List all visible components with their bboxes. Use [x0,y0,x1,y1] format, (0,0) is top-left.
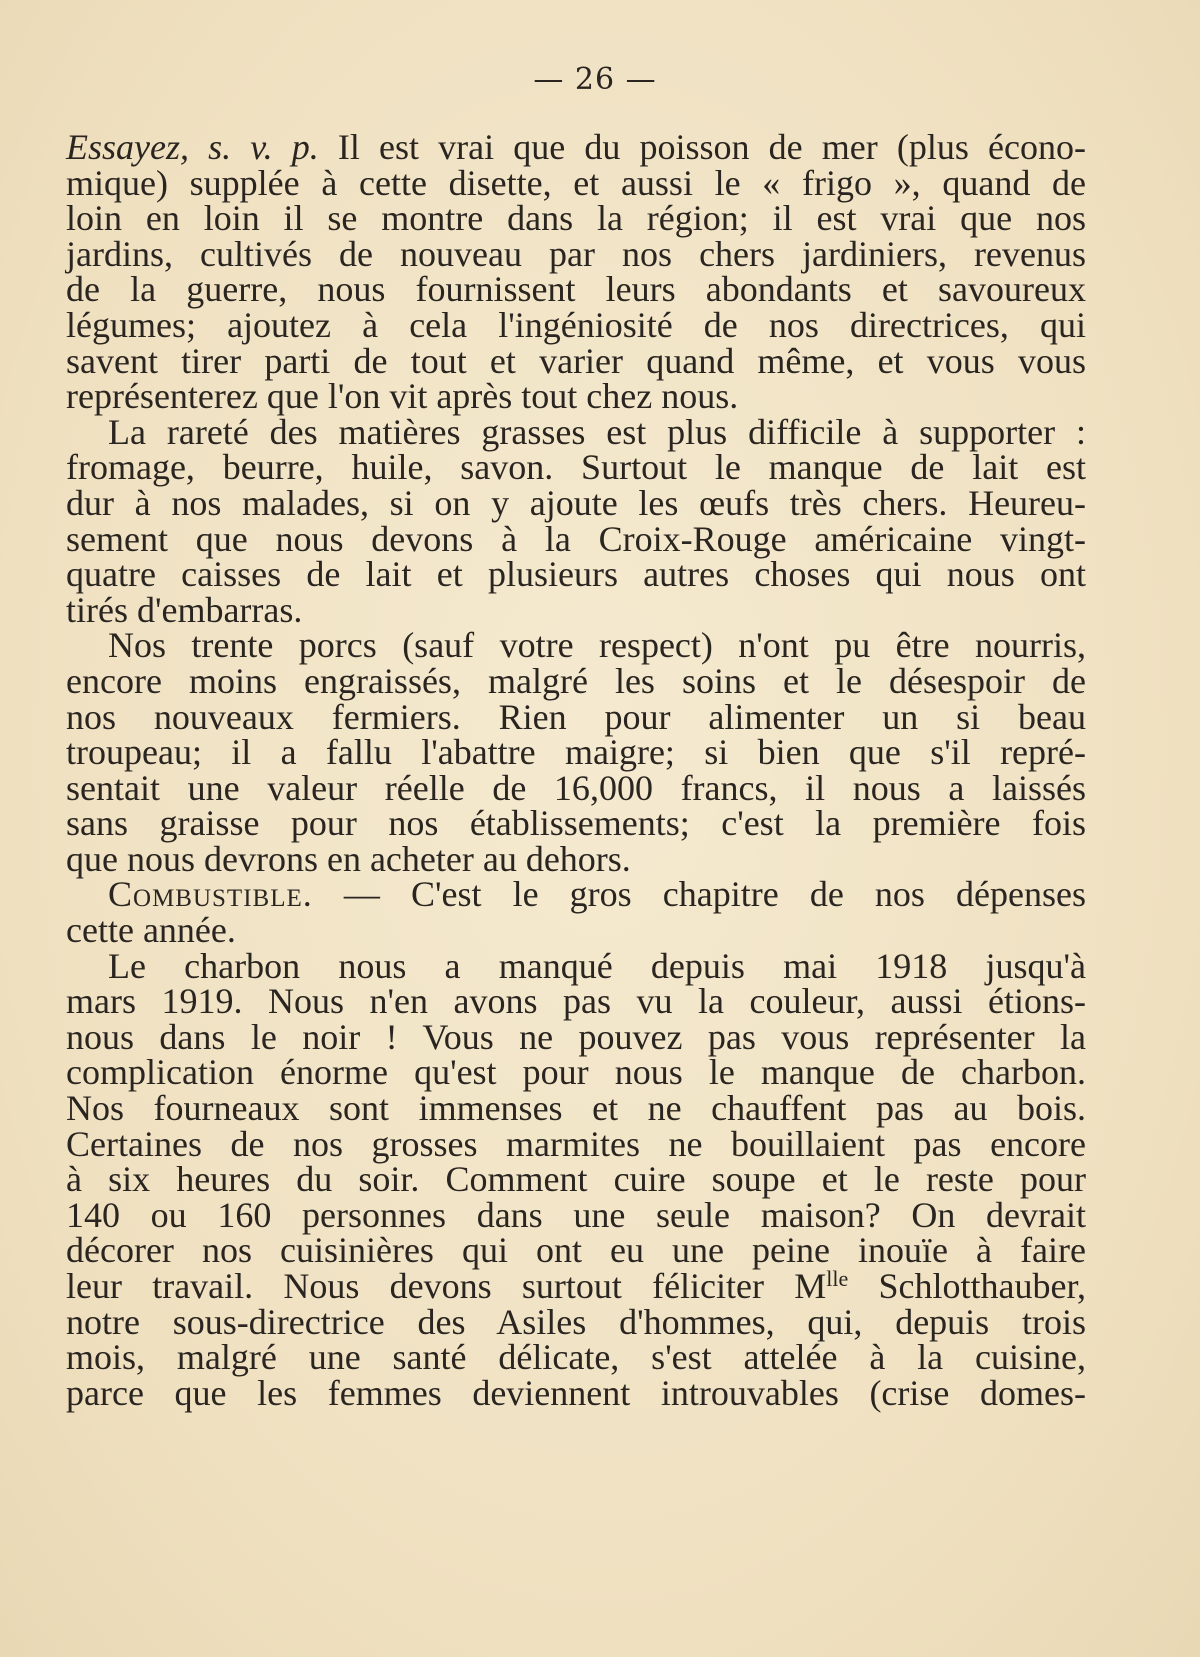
text-line [66,1266,1086,1306]
text-line [66,340,1086,381]
text-line [66,1194,1086,1235]
text-fragment: complication énorme qu'est pour nous le manque de charbon. [66,1052,1086,1093]
text-fragment: que nous devrons en acheter au dehors. [66,838,631,879]
superscript: lle [826,1266,849,1291]
text-line [66,127,1087,167]
text-line [66,660,1086,701]
text-line [66,1372,1086,1413]
text-fragment: tirés d'embarras. [66,589,303,630]
text-fragment: Certaines de nos grosses marmites ne bouillaient pas encore [66,1123,1086,1164]
text-fragment: notre sous-directrice des Asiles d'hommes, qui, depuis trois [66,1301,1086,1342]
text-fragment: encore moins engraissés, malgré les soins et le désespoir de [66,660,1086,701]
text-line [66,447,1086,488]
text-fragment: fromage, beurre, huile, savon. Surtout le manque de lait est [66,447,1086,488]
text-line [66,1159,1086,1200]
text-line [66,1301,1086,1342]
text-line [66,1052,1086,1093]
text-line [66,981,1086,1022]
text-line [66,198,1086,239]
text-fragment: Il est vrai que du poisson de mer (plus écono- [318,127,1087,167]
text-fragment: — C'est le gros chapitre de nos dépenses [312,874,1086,915]
text-line [66,304,1086,345]
text-line [66,518,1086,559]
text-line [66,162,1086,203]
text-line [66,233,1086,274]
text-line [66,554,1086,595]
text-fragment: nos nouveaux fermiers. Rien pour alimenter un si beau [66,696,1086,737]
text-fragment: sans graisse pour nos établissements; c'est la première fois [66,803,1086,844]
text-line [66,803,1086,844]
page-number: — 26 — [533,62,657,97]
text-fragment: sentait une valeur réelle de 16,000 francs, il nous a laissés [66,767,1086,808]
text-line [66,269,1086,310]
text-line [66,482,1086,523]
text-fragment: La rareté des matières grasses est plus difficile à supporter : [108,411,1086,452]
text-fragment: nous dans le noir ! Vous ne pouvez pas vous représenter la [66,1016,1086,1057]
text-fragment: Schlotthauber, [848,1266,1086,1306]
text-fragment: Nos trente porcs (sauf votre respect) n'ont pu être nourris, [108,625,1086,666]
section-heading: Combustible. [108,874,313,915]
text-fragment: 140 ou 160 personnes dans une seule maison? On devrait [66,1194,1086,1235]
text-line [66,411,1086,452]
text-line [66,696,1086,737]
text-fragment: leur travail. Nous devons surtout féliciter M [66,1266,827,1306]
text-line [66,1123,1086,1164]
text-fragment: mois, malgré une santé délicate, s'est attelée à la cuisine, [66,1337,1086,1378]
text-line [66,874,1086,915]
text-line [66,910,1086,951]
text-fragment: sement que nous devons à la Croix-Rouge américaine vingt- [66,518,1086,559]
text-fragment: jardins, cultivés de nouveau par nos chers jardiniers, revenus [66,233,1086,274]
text-fragment: quatre caisses de lait et plusieurs autres choses qui nous ont [66,554,1086,595]
text-line [66,767,1086,808]
text-fragment: représenterez que l'on vit après tout chez nous. [66,376,739,417]
italic-phrase: Essayez, s. v. p. [66,127,319,167]
text-line [66,1088,1086,1129]
text-line [66,625,1086,666]
text-fragment: loin en loin il se montre dans la région; il est vrai que nos [66,198,1086,239]
text-fragment: cette année. [66,910,236,951]
text-fragment: troupeau; il a fallu l'abattre maigre; si bien que s'il repré- [66,732,1086,773]
text-fragment: à six heures du soir. Comment cuire soupe et le reste pour [66,1159,1086,1200]
text-line [66,589,1086,630]
text-fragment: mique) supplée à cette disette, et aussi le « frigo », quand de [66,162,1086,203]
text-line [66,376,1086,417]
body-text [66,127,1087,1413]
text-line [66,732,1086,773]
text-fragment: Nos fourneaux sont immenses et ne chauffent pas au bois. [66,1088,1086,1129]
text-fragment: savent tirer parti de tout et varier quand même, et vous vous [66,340,1086,381]
text-fragment: de la guerre, nous fournissent leurs abondants et savoureux [66,269,1086,310]
text-line [66,1016,1086,1057]
text-fragment: mars 1919. Nous n'en avons pas vu la couleur, aussi étions- [66,981,1086,1022]
text-fragment: décorer nos cuisinières qui ont eu une peine inouïe à faire [66,1230,1086,1271]
text-fragment: Le charbon nous a manqué depuis mai 1918 jusqu'à [108,945,1086,986]
text-fragment: parce que les femmes deviennent introuvables (crise domes- [66,1372,1086,1413]
text-line [66,838,1086,879]
text-fragment: légumes; ajoutez à cela l'ingéniosité de nos directrices, qui [66,304,1086,345]
text-line [66,945,1086,986]
text-line [66,1337,1086,1378]
text-line [66,1230,1086,1271]
text-fragment: dur à nos malades, si on y ajoute les œufs très chers. Heureu- [66,482,1086,523]
